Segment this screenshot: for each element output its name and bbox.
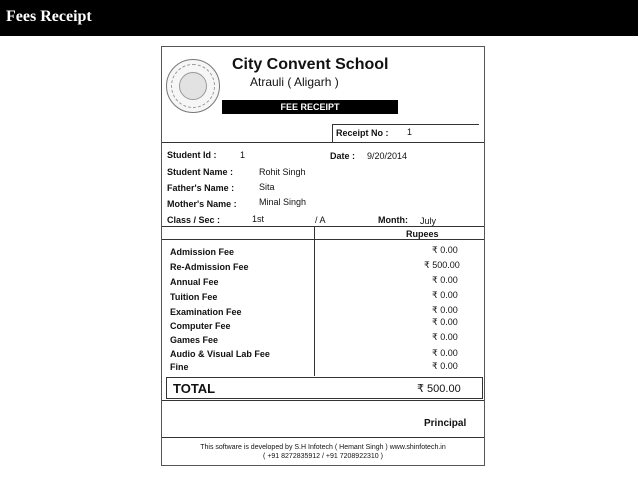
receipt-number-box — [332, 124, 479, 142]
receipt-no-label: Receipt No : — [336, 128, 389, 138]
fee-name-readmission: Re-Admission Fee — [170, 262, 249, 272]
fee-name-examination: Examination Fee — [170, 307, 242, 317]
receipt-no-value: 1 — [407, 127, 413, 137]
fee-name-annual: Annual Fee — [170, 277, 219, 287]
student-name-value: Rohit Singh — [259, 167, 306, 177]
total-label: TOTAL — [173, 381, 216, 396]
fee-amount-fine: ₹ 0.00 — [432, 361, 458, 371]
fee-name-games: Games Fee — [170, 335, 219, 345]
fee-amount-games: ₹ 0.00 — [432, 332, 458, 342]
school-logo-icon — [166, 59, 220, 113]
month-value: July — [420, 216, 437, 226]
divider — [162, 437, 484, 438]
mother-name-value: Minal Singh — [259, 197, 307, 207]
developer-credit: This software is developed by S.H Infotech ( Hemant Singh ) www.shinfotech.in — [200, 444, 446, 451]
father-name-label: Father's Name : — [167, 183, 235, 193]
rupees-header: Rupees — [406, 229, 439, 239]
fee-name-tuition: Tuition Fee — [170, 292, 218, 302]
title-bar — [0, 0, 638, 36]
date-label: Date : — [330, 151, 356, 161]
divider — [162, 400, 484, 401]
developer-contact: ( +91 8272835912 / +91 7208922310 ) — [263, 453, 383, 460]
fee-amount-annual: ₹ 0.00 — [432, 275, 458, 285]
divider — [162, 142, 484, 143]
fee-amount-examination: ₹ 0.00 — [432, 305, 458, 315]
mother-name-label: Mother's Name : — [167, 199, 237, 209]
section-value: / A — [315, 215, 326, 225]
fee-amount-admission: ₹ 0.00 — [432, 245, 458, 255]
fee-amount-computer: ₹ 0.00 — [432, 317, 458, 327]
fee-name-audio-visual-lab: Audio & Visual Lab Fee — [170, 349, 270, 359]
fee-name-computer: Computer Fee — [170, 321, 231, 331]
fee-name-admission: Admission Fee — [170, 247, 235, 257]
page-title: Fees Receipt — [6, 8, 92, 25]
fee-receipt-document — [161, 46, 485, 466]
total-value: ₹ 500.00 — [417, 383, 461, 395]
divider — [162, 239, 484, 240]
divider — [162, 226, 484, 227]
class-sec-label: Class / Sec : — [167, 215, 221, 225]
fee-amount-audio-visual-lab: ₹ 0.00 — [432, 348, 458, 358]
principal-signature-label: Principal — [424, 418, 467, 429]
class-value: 1st — [252, 214, 265, 224]
student-name-label: Student Name : — [167, 167, 234, 177]
fee-name-fine: Fine — [170, 362, 189, 372]
date-value: 9/20/2014 — [367, 151, 408, 161]
column-divider — [314, 226, 315, 376]
student-id-label: Student Id : — [167, 150, 217, 160]
school-name: City Convent School — [232, 56, 389, 73]
fee-amount-readmission: ₹ 500.00 — [424, 260, 460, 270]
total-row — [166, 377, 483, 399]
school-location: Atrauli ( Aligarh ) — [250, 75, 339, 89]
father-name-value: Sita — [259, 182, 275, 192]
student-id-value: 1 — [240, 150, 246, 160]
month-label: Month: — [378, 215, 408, 225]
logo-emblem — [179, 72, 207, 100]
fee-receipt-banner: FEE RECEIPT — [222, 100, 398, 114]
fee-amount-tuition: ₹ 0.00 — [432, 290, 458, 300]
